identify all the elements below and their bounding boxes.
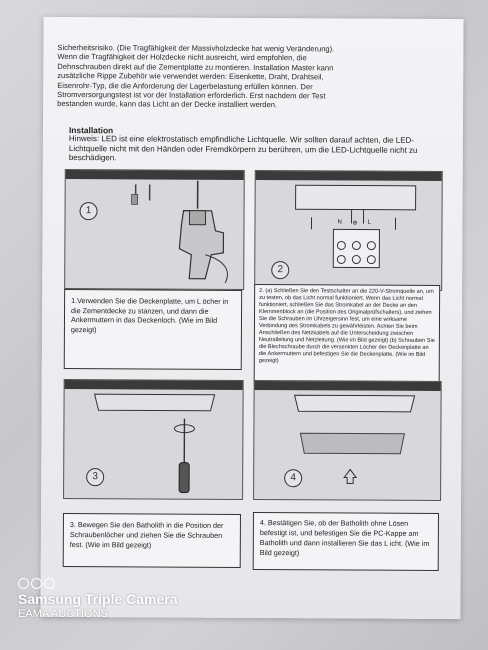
installation-note: Hinweis: LED ist eine elektrostatisch empfindliche Lichtquelle. Wir sollten darauf achten, die LED-Lichtquelle nicht mit den Händen oder Fremdkörpern zu berühren, um die LED-Lichtquelle nicht zu beschädigen. xyxy=(68,134,418,163)
step-2-caption: 2. (a) Schließen Sie den Testschalter an die 220-V-Stromquelle an, um zu testen, ob das Licht normal funktioniert. Wenn das Licht normal funktioniert, schließen Sie das Stromkabel an der Decke an den Klemmenblock an (die Position des Originalprüfschalters), und ziehen Sie die Schrauben im Uhrzeigersinn fest, um eine wirksame Verbindung des Stromkabels zu gewährleisten. Achten Sie beim Anschließen des Netzkabels auf die Unterscheidung zwischen Neutralleitung und Netzleitung. (Wie im Bild gezeigt) (b) Schrauben Sie die Blechschraube durch die versenkten Löcher der Deckenplatte an die Ankermuttern und befestigen Sie die Deckenplatte. (Wie im Bild gezeigt) xyxy=(254,284,441,385)
step-4-illustration xyxy=(253,380,442,501)
step-3-illustration xyxy=(63,379,244,500)
intro-line: Eisenrohr-Typ, die die Anforderung der Lagerbelastung erfüllen können. Der xyxy=(57,80,313,91)
step-2-illustration xyxy=(254,170,443,291)
step-3-caption: 3. Bewegen Sie den Batholith in die Position der Schraubenlöcher und ziehen Sie die Schrauben fest. (Wie im Bild gezeigt) xyxy=(63,513,241,568)
drill-icon xyxy=(65,170,244,289)
intro-paragraph xyxy=(57,43,449,111)
intro-line: Stromversorgungstest ist vor der Installation erforderlich. Erst nachdem der Test xyxy=(57,90,326,101)
watermark-title: Samsung Triple Camera xyxy=(18,591,178,607)
screwdriver-icon xyxy=(64,380,243,499)
watermark-subtitle: EAMA AUCTIONS xyxy=(18,608,108,620)
intro-line: Sicherheitsrisiko. (Die Tragfähigkeit der Massivholzdecke hat wenig Veränderung). xyxy=(57,42,335,54)
intro-line: Dehnschrauben direkt auf die Zementplatte zu montieren. Installation Master kann xyxy=(57,61,334,73)
step-4-caption: 4. Bestätigen Sie, ob der Batholith ohne Lösen befestigt ist, und befestigen Sie die PC-Kappe am Batholith und dann installieren Sie das L icht. (Wie im Bild gezeigt) xyxy=(253,512,439,571)
step-1-illustration xyxy=(64,169,245,290)
terminal-block-icon xyxy=(255,171,442,290)
intro-line: bestanden wurde, kann das Licht an der Decke installiert werden. xyxy=(57,99,278,110)
installation-heading: Installation xyxy=(68,125,114,136)
terminal-label-n: N xyxy=(337,219,342,226)
camera-watermark xyxy=(18,578,178,621)
step-number: 1 xyxy=(80,202,98,220)
pc-cover-icon xyxy=(254,381,441,500)
camera-logo-icon xyxy=(18,578,178,589)
step-number: 2 xyxy=(271,261,289,279)
step-1-caption: 1.Verwenden Sie die Deckenplatte, um L öcher in die Zementdecke zu stanzen, und dann die Ankermuttern in das Deckenloch. (Wie im Bild gezeigt) xyxy=(64,289,242,370)
intro-line: zusätzliche Rippe Zubehör wie verwendet werden: Eisenkette, Draht, Drahtseil, xyxy=(57,71,324,82)
terminal-label-ground: ⊕ xyxy=(352,220,358,227)
step-number: 3 xyxy=(86,468,104,486)
terminal-label-l: L xyxy=(367,219,371,226)
step-number: 4 xyxy=(284,469,302,487)
instruction-sheet xyxy=(40,17,463,619)
intro-line: Wenn die Tragfähigkeit der Holzdecke nicht ausreicht, wird empfohlen, die xyxy=(57,52,307,63)
